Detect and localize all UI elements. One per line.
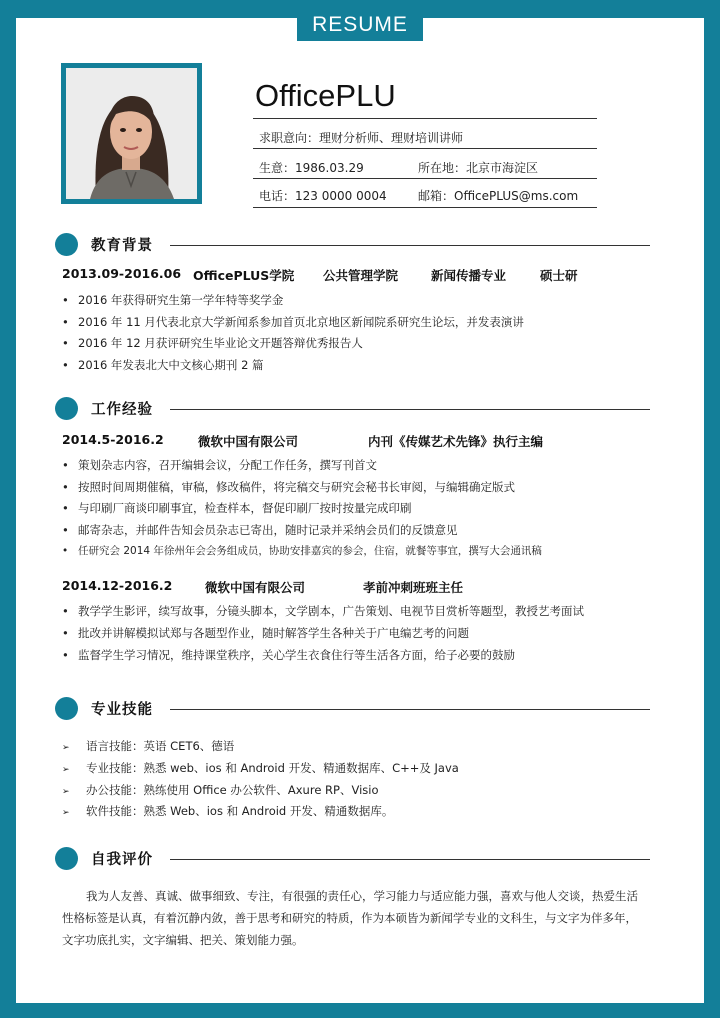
bullet-dot-icon: • (62, 626, 69, 640)
skills-section-header (55, 697, 650, 723)
section-divider (170, 709, 650, 710)
skill-item-text: 办公技能：熟练使用 Office 办公软件、Axure RP、Visio (86, 783, 379, 797)
list-item (62, 292, 283, 308)
list-item (62, 357, 264, 373)
list-item (62, 457, 377, 473)
list-item (62, 625, 469, 641)
bullet-dot-icon: • (62, 458, 69, 472)
profile-photo (66, 68, 197, 199)
list-item-text: 2016 年发表北大中文核心期刊 2 篇 (78, 358, 264, 372)
section-divider (170, 245, 650, 246)
list-item-text: 2016 年获得研究生第一学年特等奖学金 (78, 293, 284, 307)
education-college: 公共管理学院 (323, 268, 399, 283)
work-section-header (55, 397, 650, 423)
skill-item-text: 语言技能：英语 CET6、德语 (86, 739, 235, 753)
email-text: 邮箱：OfficePLUS@ms.com (418, 189, 579, 203)
list-item (62, 335, 363, 351)
section-title: 专业技能 (91, 702, 153, 718)
bullet-dot-icon: • (62, 293, 69, 307)
section-circle-icon (55, 697, 78, 720)
skill-item-text: 专业技能：熟悉 web、ios 和 Android 开发、精通数据库、C++及 Java (86, 761, 459, 775)
list-item-text: 监督学生学习情况，维持课堂秩序，关心学生衣食住行等生活各方面，给子必要的鼓励 (78, 648, 515, 662)
bullet-dot-icon: • (62, 480, 69, 494)
bullet-dot-icon: • (62, 315, 69, 329)
arrow-marker-icon: ➢ (62, 743, 70, 753)
section-title: 教育背景 (91, 238, 153, 254)
section-divider (170, 859, 650, 860)
education-degree: 硕士研 (540, 268, 578, 283)
bullet-dot-icon: • (62, 336, 69, 350)
candidate-name: OfficePLU (255, 78, 396, 113)
list-item-text: 批改并讲解模拟试郑与各题型作业，随时解答学生各种关于广电编艺考的问题 (78, 626, 469, 640)
section-circle-icon (55, 397, 78, 420)
arrow-marker-icon: ➢ (62, 808, 70, 818)
list-item (62, 522, 458, 538)
location-text: 所在地：北京市海淀区 (418, 161, 539, 175)
job-period: 2014.12-2016.2 (62, 578, 173, 593)
self-eval-section-header (55, 847, 650, 873)
bullet-dot-icon: • (62, 523, 69, 537)
list-item (62, 479, 515, 495)
job-role: 孝前冲刺班班主任 (363, 580, 464, 595)
info-divider (253, 148, 597, 149)
skill-item (62, 738, 234, 754)
info-divider (253, 178, 597, 179)
section-circle-icon (55, 847, 78, 870)
resume-banner: RESUME (297, 9, 423, 41)
list-item-text: 教学学生影评，续写故事，分镜头脚本，文学剧本，广告策划、电视节目赏析等题型，教授艺考面试 (78, 604, 584, 618)
list-item (62, 603, 584, 619)
bullet-dot-icon: • (62, 648, 69, 662)
list-item-text: 邮寄杂志，并邮件告知会员杂志已寄出，随时记录并采纳会员们的反馈意见 (78, 523, 458, 537)
info-divider (253, 207, 597, 208)
job-company: 微软中国有限公司 (198, 434, 299, 449)
job-period: 2014.5-2016.2 (62, 432, 164, 447)
bullet-dot-icon: • (62, 545, 69, 557)
list-item (62, 647, 515, 663)
list-item (62, 314, 524, 330)
education-period: 2013.09-2016.06 (62, 266, 182, 281)
list-item-text: 2016 年 12 月获评研究生毕业论文开题答辩优秀报告人 (78, 336, 363, 350)
education-school: OfficePLUS学院 (193, 268, 295, 283)
list-item-text: 按照时间周期催稿，审稿，修改稿件，将完稿交与研究会秘书长审阅，与编辑确定版式 (78, 480, 515, 494)
bullet-dot-icon: • (62, 501, 69, 515)
job-company: 微软中国有限公司 (205, 580, 306, 595)
section-title: 工作经验 (91, 402, 153, 418)
list-item (62, 500, 412, 516)
arrow-marker-icon: ➢ (62, 765, 70, 775)
skill-item (62, 782, 379, 798)
list-item-text: 任研究会 2014 年徐州年会会务组成员，协助安排嘉宾的参会，住宿，就餐等事宜，撰写大会通讯稿 (78, 545, 542, 557)
list-item (62, 543, 542, 558)
skill-item-text: 软件技能：熟悉 Web、ios 和 Android 开发、精通数据库。 (86, 804, 394, 818)
profile-photo-frame (61, 63, 202, 204)
bullet-dot-icon: • (62, 604, 69, 618)
birthday-text: 生意：1986.03.29 (259, 161, 364, 175)
list-item-text: 策划杂志内容，召开编辑会议，分配工作任务，撰写刊首文 (78, 458, 377, 472)
list-item-text: 2016 年 11 月代表北京大学新闻系参加首页北京地区新闻院系研究生论坛，并发表演讲 (78, 315, 524, 329)
section-title: 自我评价 (91, 852, 153, 868)
bullet-dot-icon: • (62, 358, 69, 372)
section-circle-icon (55, 233, 78, 256)
portrait-illustration (66, 68, 197, 199)
name-divider (253, 118, 597, 119)
education-section-header (55, 233, 650, 259)
skill-item (62, 760, 459, 776)
education-major: 新闻传播专业 (431, 268, 507, 283)
objective-text: 求职意向：理财分析师、理财培训讲师 (259, 131, 464, 145)
self-eval-paragraph: 我为人友善、真诚、做事细致、专注，有很强的责任心，学习能力与适应能力强，喜欢与他人交谈，热爱生活性格标签是认真，有着沉静内敛，善于思考和研究的特质，作为本硕皆为新闻学专业的文科生，与文字为伴多年，文字功底扎实，文字编辑、把关、策划能力强。 (62, 889, 638, 947)
arrow-marker-icon: ➢ (62, 787, 70, 797)
section-divider (170, 409, 650, 410)
list-item-text: 与印刷厂商谈印刷事宜，检查样本，督促印刷厂按时按量完成印刷 (78, 501, 412, 515)
phone-text: 电话：123 0000 0004 (259, 189, 387, 203)
job-role: 内刊《传媒艺术先锋》执行主编 (368, 434, 544, 449)
skill-item (62, 803, 393, 819)
